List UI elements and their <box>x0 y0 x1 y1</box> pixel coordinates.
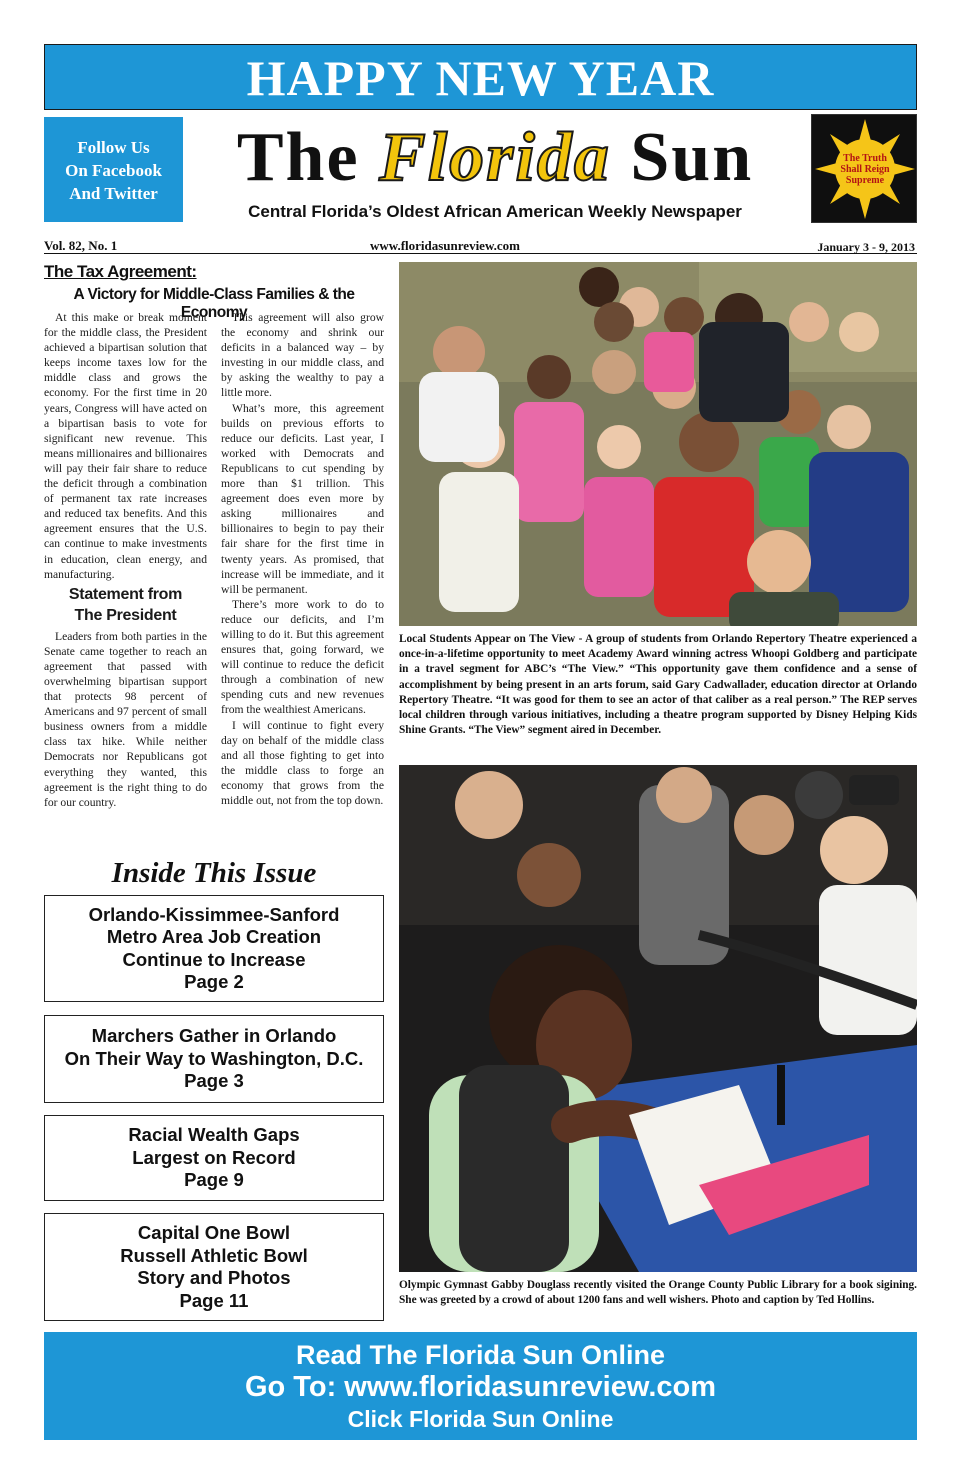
article-subheadline: A Victory for Middle-Class Families & the Economy <box>73 286 355 321</box>
article-paragraph: There’s more work to do to reduce our deficits, and I’m willing to do it. But this agreement ensures that, going forward, we will continue to reduce the deficit through a combination of new spending cuts and new revenues from the wealthiest Americans. <box>221 597 384 717</box>
article-headline: The Tax Agreement: <box>44 262 197 281</box>
issue-info-line <box>44 238 917 254</box>
follow-line: Follow Us <box>77 138 150 157</box>
inside-issue-box[interactable] <box>44 1115 384 1201</box>
inside-issue-line: Story and Photos <box>137 1267 291 1288</box>
article-column-2 <box>221 310 384 856</box>
footer-line: Click Florida Sun Online <box>347 1406 614 1432</box>
article-paragraph: I will continue to fight every day on behalf of the middle class and all those fighting to get into the middle class to forge an economy that grows from the middle out, not from the top down. <box>221 718 384 807</box>
article-paragraph: Leaders from both parties in the Senate came together to reach an agreement that passed with overwhelming bipartisan support that protects 98 percent of Americans and 97 percent of small business owners from a middle class tax hike. While neither Democrats nor Republicans got everything they wanted, this agreement is the right thing to do for our country. <box>44 629 207 809</box>
statement-heading <box>44 584 207 626</box>
inside-issue-box[interactable] <box>44 895 384 1002</box>
inside-issue-page: Page 2 <box>184 971 244 992</box>
issue-date: January 3 - 9, 2013 <box>817 240 915 254</box>
inside-issue-page: Page 9 <box>184 1169 244 1191</box>
article-paragraph: This agreement will also grow the economy and shrink our deficits in a balanced way – by investing in our middle class, and by asking the wealthy to pay a little more. <box>221 311 384 400</box>
inside-issue-line: On Their Way to Washington, D.C. <box>64 1047 364 1069</box>
statement-heading-line: The President <box>74 606 177 624</box>
inside-issue-line: Capital One Bowl <box>137 1222 291 1243</box>
sun-logo-line: Shall Reign <box>840 164 890 175</box>
footer-website-link[interactable]: Go To: www.floridasunreview.com <box>244 1371 717 1403</box>
masthead-tagline: Central Florida’s Oldest African American Weekly Newspaper <box>248 202 742 221</box>
masthead-the: The <box>236 119 360 196</box>
sun-logo-text <box>812 153 918 186</box>
inside-issue-box[interactable] <box>44 1213 384 1321</box>
inside-issue-line: Continue to Increase <box>122 948 306 970</box>
students-photo-caption: Local Students Appear on The View - A group of students from Orlando Repertory Theatre experienced a once-in-a-lifetime opportunity to meet Academy Award winning actress Whoopi Goldberg and participate in a travel segment for ABC’s “The View.” “This opportunity gave them confidence and a sense of accomplishment by being present in an arts forum, said Gary Cadwallader, education director at Orlando Repertory Theatre. “It was good for them to see an actor of that caliber as a real person.” The REP serves local children through various initiatives, including a theatre program supported by Disney Helping Kids Shine Grants. “The View” segment aired in December. <box>399 633 917 737</box>
follow-line: On Facebook <box>65 161 162 180</box>
inside-issue-line: Orlando-Kissimmee-Sanford <box>88 903 340 925</box>
students-group-photo <box>399 262 917 626</box>
inside-issue-line: Marchers Gather in Orlando <box>91 1025 337 1047</box>
sun-logo-line: Supreme <box>845 175 885 186</box>
inside-issue-box[interactable] <box>44 1015 384 1103</box>
inside-issue-line: Metro Area Job Creation <box>106 926 322 947</box>
article-column-1 <box>44 310 207 856</box>
book-signing-photo <box>399 765 917 1272</box>
inside-issue-line: Racial Wealth Gaps <box>128 1124 300 1146</box>
statement-heading-line: Statement from <box>68 585 183 603</box>
inside-issue-line: Largest on Record <box>132 1146 296 1168</box>
masthead-florida: Florida <box>379 119 611 196</box>
follow-us-box[interactable] <box>44 117 183 222</box>
inside-this-issue-title: Inside This Issue <box>111 857 317 889</box>
inside-issue-page: Page 3 <box>184 1070 244 1092</box>
footer-line: Read The Florida Sun Online <box>295 1340 666 1370</box>
masthead-title <box>200 118 790 198</box>
read-online-footer[interactable] <box>44 1332 917 1440</box>
inside-issue-line: Russell Athletic Bowl <box>120 1244 308 1266</box>
happy-new-year-banner: HAPPY NEW YEAR <box>44 44 917 110</box>
sun-logo-line: The Truth <box>843 153 887 164</box>
follow-line: And Twitter <box>69 184 158 203</box>
sun-logo <box>811 114 917 223</box>
website-link[interactable]: www.floridasunreview.com <box>370 238 520 253</box>
volume-number: Vol. 82, No. 1 <box>44 238 118 253</box>
masthead-sun: Sun <box>630 119 754 196</box>
inside-issue-page: Page 11 <box>179 1289 249 1311</box>
article-paragraph: What’s more, this agreement builds on previous efforts to reduce our deficits. Last year, I worked with Democrats and Republicans to cut spending by more than $1 trillion. This agreement does even more by asking millionaires and billionaires to begin to pay their fair share for the first time in twenty years. As promised, that increase will be immediate, and it will be permanent. <box>221 401 384 596</box>
article-paragraph: At this make or break moment for the middle class, the President achieved a bipartisan solution that keeps income taxes low for the middle class and grows the economy. For the first time in 20 years, Congress will have acted on a bipartisan basis to vote for significant new revenue. This means millionaires and billionaires will pay their fair share to reduce the deficit through a combination of permanent tax rate increases and reduced tax benefits. And this agreement ensures that the U.S. can continue to make investments in education, clean energy, and manufacturing. <box>44 311 207 581</box>
book-signing-caption: Olympic Gymnast Gabby Douglass recently visited the Orange County Public Library for a book sigining. She was greeted by a crowd of about 1200 fans and well wishers. Photo and caption by Ted Hollins. <box>399 1279 917 1307</box>
